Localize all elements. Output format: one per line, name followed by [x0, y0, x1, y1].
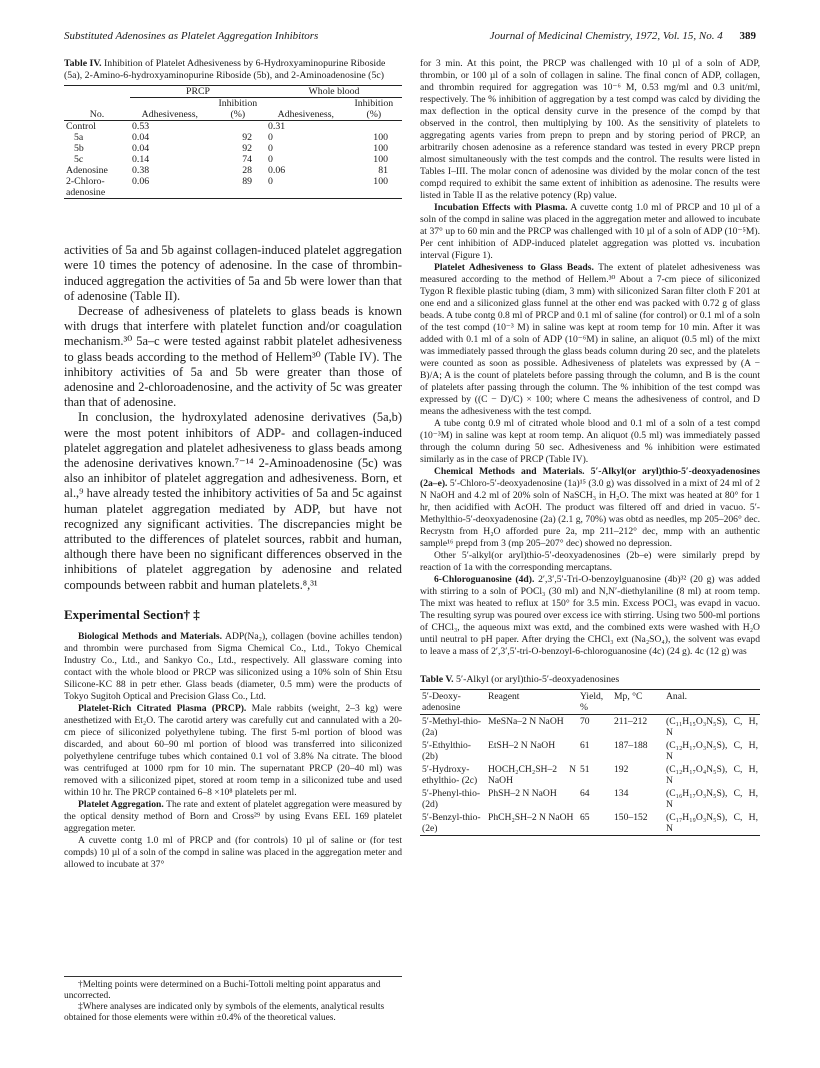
- col-inhibition-unit-wb: (%): [346, 109, 402, 121]
- cell: 0.53: [132, 121, 150, 133]
- footnotes: [64, 976, 402, 1024]
- table-v-header: [420, 689, 760, 714]
- row-label: 2-Chloro-adenosine: [64, 176, 130, 199]
- table-row: [64, 132, 402, 143]
- col-anal: Anal.: [664, 689, 760, 714]
- paragraph-body: A tube contg 0.9 ml of citrated whole blood and 0.1 ml of a soln of a test compd (10⁻³M) in saline was kept at room temp. An aliquot (0.5 ml) was immediately passed through the column during 50 sec. Adhesiveness and % inhibition were estimated similarly as in the case of PRCP (Table IV).: [420, 418, 760, 465]
- cell: 5′-Benzyl-thio- (2e): [420, 811, 486, 836]
- paragraph: [420, 58, 760, 202]
- paragraph: [420, 202, 760, 262]
- group-prcp: PRCP: [130, 86, 266, 98]
- page-number: 389: [739, 30, 756, 42]
- cell: (C₁₂H₁₇O₄N₅S), C, H, N: [666, 763, 758, 786]
- row-label: Adenosine: [66, 165, 108, 177]
- paragraph-body: Other 5′-alkyl(or aryl)thio-5′-deoxyadenosines (2b–e) were similarly prepd by reaction of 1a with the corresponding mercaptans.: [420, 550, 760, 573]
- cell: HOCH₂CH₂SH–2 N NaOH: [488, 763, 576, 786]
- cell: 81: [378, 165, 388, 177]
- table-v-caption: [420, 674, 760, 686]
- paragraph-body: A cuvette contg 1.0 ml of PRCP and 10 µl of a soln of the compd in saline was placed in the aggregation meter and allowed to incubate at 37° up to 60 min and the PRCP was challenged with 10 µl of a soln of ADP (10⁻⁵M). Per cent inhibition of ADP-induced platelet aggregation was plotted vs. incubation interval (Figure 1).: [420, 202, 760, 261]
- table-iv-label: Table IV.: [64, 58, 102, 69]
- cell: 89: [210, 176, 266, 199]
- table-iv-subheader-2: [64, 109, 402, 121]
- paragraph-head: Platelet-Rich Citrated Plasma (PRCP).: [78, 702, 247, 714]
- cell: (C₁₇H₁₉O₃N₅S), C, H, N: [666, 811, 758, 834]
- paragraph-head: Platelet Adhesiveness to Glass Beads.: [434, 262, 594, 273]
- paragraph-head: Biological Methods and Materials.: [78, 630, 223, 642]
- cell: 70: [580, 715, 590, 727]
- paragraph: [420, 418, 760, 466]
- cell: 0.06: [267, 165, 286, 177]
- running-title: Substituted Adenosines as Platelet Aggregation Inhibitors: [64, 30, 319, 42]
- row-label: Control: [66, 121, 96, 133]
- cell: 134: [614, 787, 629, 799]
- cell: 100: [346, 176, 402, 199]
- table-v-title: 5′-Alkyl (or aryl)thio-5′-deoxyadenosines: [456, 674, 620, 685]
- experimental-text: [64, 631, 402, 871]
- cell: 0: [267, 143, 273, 155]
- table-iv-subheader-1: [64, 98, 402, 110]
- experimental-heading: Experimental Section† ‡: [64, 606, 200, 622]
- table-row: [64, 165, 402, 176]
- cell: 0.38: [132, 165, 150, 177]
- paragraph: [420, 466, 760, 550]
- col-adhesiveness-prcp: Adhesiveness,: [130, 109, 210, 121]
- paragraph: [64, 835, 402, 871]
- paragraph-body: The rate and extent of platelet aggregation were measured by the optical density method of Born and Cross²⁹ by using Evans EEL 169 platelet aggregation meter.: [64, 798, 402, 834]
- table-v: [420, 689, 760, 836]
- col-no: No.: [64, 109, 130, 121]
- paragraph-head: Platelet Aggregation.: [78, 798, 164, 810]
- paragraph-body: The extent of platelet adhesiveness was measured according to the method of Hellem.³⁰ About a 7-cm piece of siliconized Tygon R flexible plastic tubing (diam, 3 mm) with siliconized Saran filter cloth F 201 at one end and a siliconized glass funnel at the other end was packed with 0.72 g of glass beads. A tube contg 0.8 ml of PRCP and 0.1 ml of saline (for control) or 0.1 ml of a soln of the test compd (10⁻³ M) in saline was kept at room temp for 10 min. After it was added with 0.1 ml of a soln of ADP (10⁻⁶M) in saline, an aliquot (0.5 ml) of the mixt was immediately passed through the glass beads column during 20 sec, and the platelets were counted as soon as possible. Adhesiveness of platelets was expressed by (A − B)/A; A is the count of platelets before passing through the column, and B is the count of platelets after passing through the column. The % inhibition of the test compd was expressed by ((C − D)/C) × 100; where C means the adhesiveness of control, and D means the adhesiveness with the test compd.: [420, 262, 760, 417]
- discussion-text: [64, 243, 402, 593]
- paragraph-body: Male rabbits (weight, 2–3 kg) were anesthetized with Et₂O. The carotid artery was carefully cut and cannulated with a 20-cm piece of siliconized polyethylene tubing. The first 5-ml portion of blood was discarded, and about 60–90 ml portion of blood was transferred into siliconized polyethylene centrifuge tubes which contained 0.1 vol of 3.8% Na citrate. The blood was centrifuged at 1000 rpm for 10 min. The supernatant PRCP (20–40 ml) was removed with a siliconized pipet, stored at room temp in a siliconized tube and used within 10 hr. The PRCP contained 6–8 ×10⁸ platelets per ml.: [64, 702, 402, 798]
- table-row: [64, 154, 402, 165]
- paragraph: [64, 799, 402, 835]
- table-row: [420, 811, 760, 836]
- cell: 92: [242, 132, 252, 144]
- paragraph-head: 6-Chloroguanosine (4d).: [434, 574, 535, 585]
- table-iv: [64, 85, 402, 199]
- left-column: [64, 58, 402, 871]
- paragraph: activities of 5a and 5b against collagen-induced platelet aggregation were 10 times the potency of adenosine. In the case of thrombin-induced aggregation the activities of 5a and 5b were lower than that of adenosine (Table II).: [64, 243, 402, 303]
- col-inhibition-unit-prcp: (%): [210, 109, 266, 121]
- cell: 28: [242, 165, 252, 177]
- cell: PhSH–2 N NaOH: [488, 787, 557, 799]
- cell: [210, 121, 266, 133]
- cell: (C₁₆H₁₇O₃N₅S), C, H, N: [666, 787, 758, 810]
- cell: 192: [614, 763, 629, 775]
- footnote: †Melting points were determined on a Buchi-Tottoli melting point apparatus and uncorrected.: [64, 980, 381, 1001]
- cell: 5′-Phenyl-thio- (2d): [422, 787, 481, 810]
- col-inhibition-prcp: Inhibition: [218, 98, 258, 110]
- paragraph: Decrease of adhesiveness of platelets to glass beads is known with drugs that interfere with platelet function and/or coagulation mechanism.³⁰ 5a–c were tested against rabbit platelet adhesiveness to glass beads according to the method of Hellem³⁰ (Table IV). The inhibitory activities of 5a and 5b were greater than those of adenosine and 2-chloroadenosine, and the activity of 5c was greater than that of adenosine.: [64, 304, 402, 410]
- running-header: [64, 30, 756, 46]
- cell: 100: [373, 143, 388, 155]
- cell: 0.04: [132, 143, 150, 155]
- paragraph: [420, 550, 760, 574]
- table-iv-caption: [64, 58, 402, 81]
- journal-citation: [490, 30, 756, 42]
- cell: 0: [267, 132, 273, 144]
- col-inhibition-wb: Inhibition: [354, 98, 394, 110]
- cell: 100: [373, 132, 388, 144]
- table-row: [64, 176, 402, 199]
- row-label: 5b: [74, 143, 84, 155]
- table-v-label: Table V.: [420, 674, 454, 685]
- group-whole-blood: Whole blood: [266, 86, 402, 98]
- table-row: [420, 714, 760, 739]
- cell: PhCH₂SH–2 N NaOH: [486, 811, 578, 836]
- journal-name: Journal of Medicinal Chemistry, 1972, Vol. 15, No. 4: [489, 30, 723, 42]
- paragraph-head: Incubation Effects with Plasma.: [434, 202, 568, 213]
- cell: 92: [242, 143, 252, 155]
- paragraph-body: 2′,3′,5′-Tri-O-benzoylguanosine (4b)³² (20 g) was added with stirring to a soln of POCl₃ (30 ml) and N,N′-diethylaniline (8 ml) at room temp. The mixt was heated to reflux at 150° for 3.5 min. Excess POCl₃ was evapd in vacuo. The resulting syrup was poured over excess ice with stirring. Using two 500-ml portions of CHCl₃, the aqueous mixt was extd, and the combined exts were washed with H₂O until neutral to pH paper. After drying the CHCl₃ ext (Na₂SO₄), the solvent was evapd to leave a mass of 2′,3′,5′-tri-O-benzoyl-6-chloroguanosine (4c) (24 g). 4c (12 g) was: [420, 574, 760, 657]
- paragraph: In conclusion, the hydroxylated adenosine derivatives (5a,b) were the most potent inhibitors of ADP- and collagen-induced platelet aggregation and platelet adhesiveness to glass beads among the adenosine derivatives known.⁷⁻¹⁴ 2-Aminoadenosine (5c) was also an inhibitor of platelet aggregation and adhesiveness. Born, et al.,⁹ have already tested the inhibitory activities of 5a and 5c against human platelet aggregation mediated by ADP, but have not recognized any significant activities. The discrepancies might be attributed to the differences of platelet sources, rabbit and human, although there have been no significant differences observed in the inhibitions of platelet aggregation by adenosine and related compounds between rabbit and human platelets.⁸,³¹: [64, 410, 402, 592]
- cell: 5′-Hydroxy-ethylthio- (2c): [422, 763, 478, 786]
- cell: 211–212: [614, 715, 648, 727]
- col-mp: Mp, °C: [612, 689, 664, 714]
- table-row: [420, 787, 760, 811]
- col-compound: 5′-Deoxy-adenosine: [420, 689, 486, 714]
- cell: 150–152: [612, 811, 664, 836]
- cell: 0.06: [130, 176, 210, 199]
- col-adhesiveness-wb: Adhesiveness,: [266, 109, 346, 121]
- table-iv-group-header: [64, 86, 402, 98]
- row-label: 5c: [74, 154, 84, 166]
- cell: 65: [578, 811, 612, 836]
- table-row: [64, 121, 402, 133]
- col-yield: Yield, %: [578, 689, 612, 714]
- cell: 5′-Ethylthio- (2b): [422, 739, 471, 762]
- cell: 74: [242, 154, 252, 166]
- cell: 100: [373, 154, 388, 166]
- table-iv-title: Inhibition of Platelet Adhesiveness by 6-Hydroxyaminopurine Riboside (5a), 2-Amino-6-hydroxyaminopurine Riboside (5b), and 2-Aminoadenosine (5c): [64, 58, 386, 81]
- cell: MeSNa–2 N NaOH: [488, 715, 564, 727]
- cell: 187–188: [614, 739, 648, 751]
- paragraph-body: 5′-Chloro-5′-deoxyadenosine (1a)¹⁵ (3.0 g) was dissolved in a mixt of 24 ml of 2 N NaOH and 4.2 ml of 20% soln of NaSCH₃ in H₂O. The mixt was heated at 80° for 1 hr, then acidified with AcOH. The product was filtered off and dried in vacuo. 5′-Methylthio-5′-deoxyadenosine (2a) (2.1 g, 70%) was obtd as needles, mp 205–206° dec. Recrystn from H₂O afforded pure 2a, mp 211–212° dec, mmp with an authentic sample¹⁶ prepd from 3 (mp 205–207° dec) showed no depression.: [420, 478, 760, 549]
- cell: 64: [580, 787, 590, 799]
- paragraph: [420, 574, 760, 658]
- cell: (C₁₂H₁₇O₃N₅S), C, H, N: [666, 739, 758, 762]
- cell: [346, 121, 402, 133]
- cell: 0.04: [132, 132, 150, 144]
- paragraph: [64, 631, 402, 703]
- paragraph: [420, 262, 760, 418]
- paragraph-body: A cuvette contg 1.0 ml of PRCP and (for controls) 10 µl of saline or (for test compds) 10 µl of a soln of the compd in saline was placed in the aggregation meter and allowed to incubate at 37°: [64, 834, 402, 870]
- cell: 0: [267, 154, 273, 166]
- cell: 51: [580, 763, 590, 775]
- paragraph-body: ADP(Na₂), collagen (bovine achilles tendon) and thrombin were purchased from Sigma Chemical Co., Ltd., Tokyo Chemical Industry Co., Ltd., and Sankyo Co., Ltd., respectively. All glassware coming into contact with the whole blood or PRCP was siliconized using a 10% soln of Shin Etsu Silicone-KC 88 in petr ether. Glass beads (diameter, 0.5 mm) were the products of Tokyo Sugitoh Optical and Precision Glass Co., Ltd.: [64, 630, 402, 702]
- col-reagent: Reagent: [486, 689, 578, 714]
- table-row: [420, 739, 760, 763]
- cell: EtSH–2 N NaOH: [488, 739, 556, 751]
- table-row: [420, 763, 760, 787]
- cell: 0.14: [132, 154, 150, 166]
- row-label: 5a: [74, 132, 84, 144]
- cell: 5′-Methyl-thio- (2a): [422, 715, 482, 738]
- cell: 0: [266, 176, 346, 199]
- table-row: [64, 143, 402, 154]
- paragraph: [64, 703, 402, 799]
- paragraph-body: for 3 min. At this point, the PRCP was challenged with 10 µl of a soln of ADP, thrombin, or 100 µl of a soln of collagen in saline. The final concn of ADP, collagen, and thrombin required for aggregation was 10⁻⁶ M, 0.53 mg/ml and 0.3 unit/ml, respectively. The % inhibition of aggregation by a test compd was calcd by dividing the max deflection in the optical density curve in the presence of the compd by that observed in the control, then multiplying by 100. As the sensitivity of platelets to aggregating agents varies from prepn to prepn and by storing period of PRCP, an arbitrarily chosen adenosine as a reference standard was tested in every PRCP prepn almost simultaneously with the test compds and the control. The results were listed in Tables I–III. The molar concn of adenosine was divided by the molar concn of the test compd required to exhibit the same extent of inhibition as adenosine. The results were listed in Table II as the relative potency (Rp) value.: [420, 58, 760, 201]
- paragraph-head: Chemical Methods and Materials. 5′-Alkyl(or aryl)thio-5′-deoxyadenosines (2a–e).: [420, 466, 760, 489]
- cell: (C₁₁H₁₅O₃N₅S), C, H, N: [666, 715, 758, 738]
- cell: 61: [580, 739, 590, 751]
- cell: 0.31: [267, 121, 286, 133]
- right-column: [420, 58, 760, 836]
- footnote: ‡Where analyses are indicated only by symbols of the elements, analytical results obtained for those elements were within ±0.4% of the theoretical values.: [64, 1002, 385, 1023]
